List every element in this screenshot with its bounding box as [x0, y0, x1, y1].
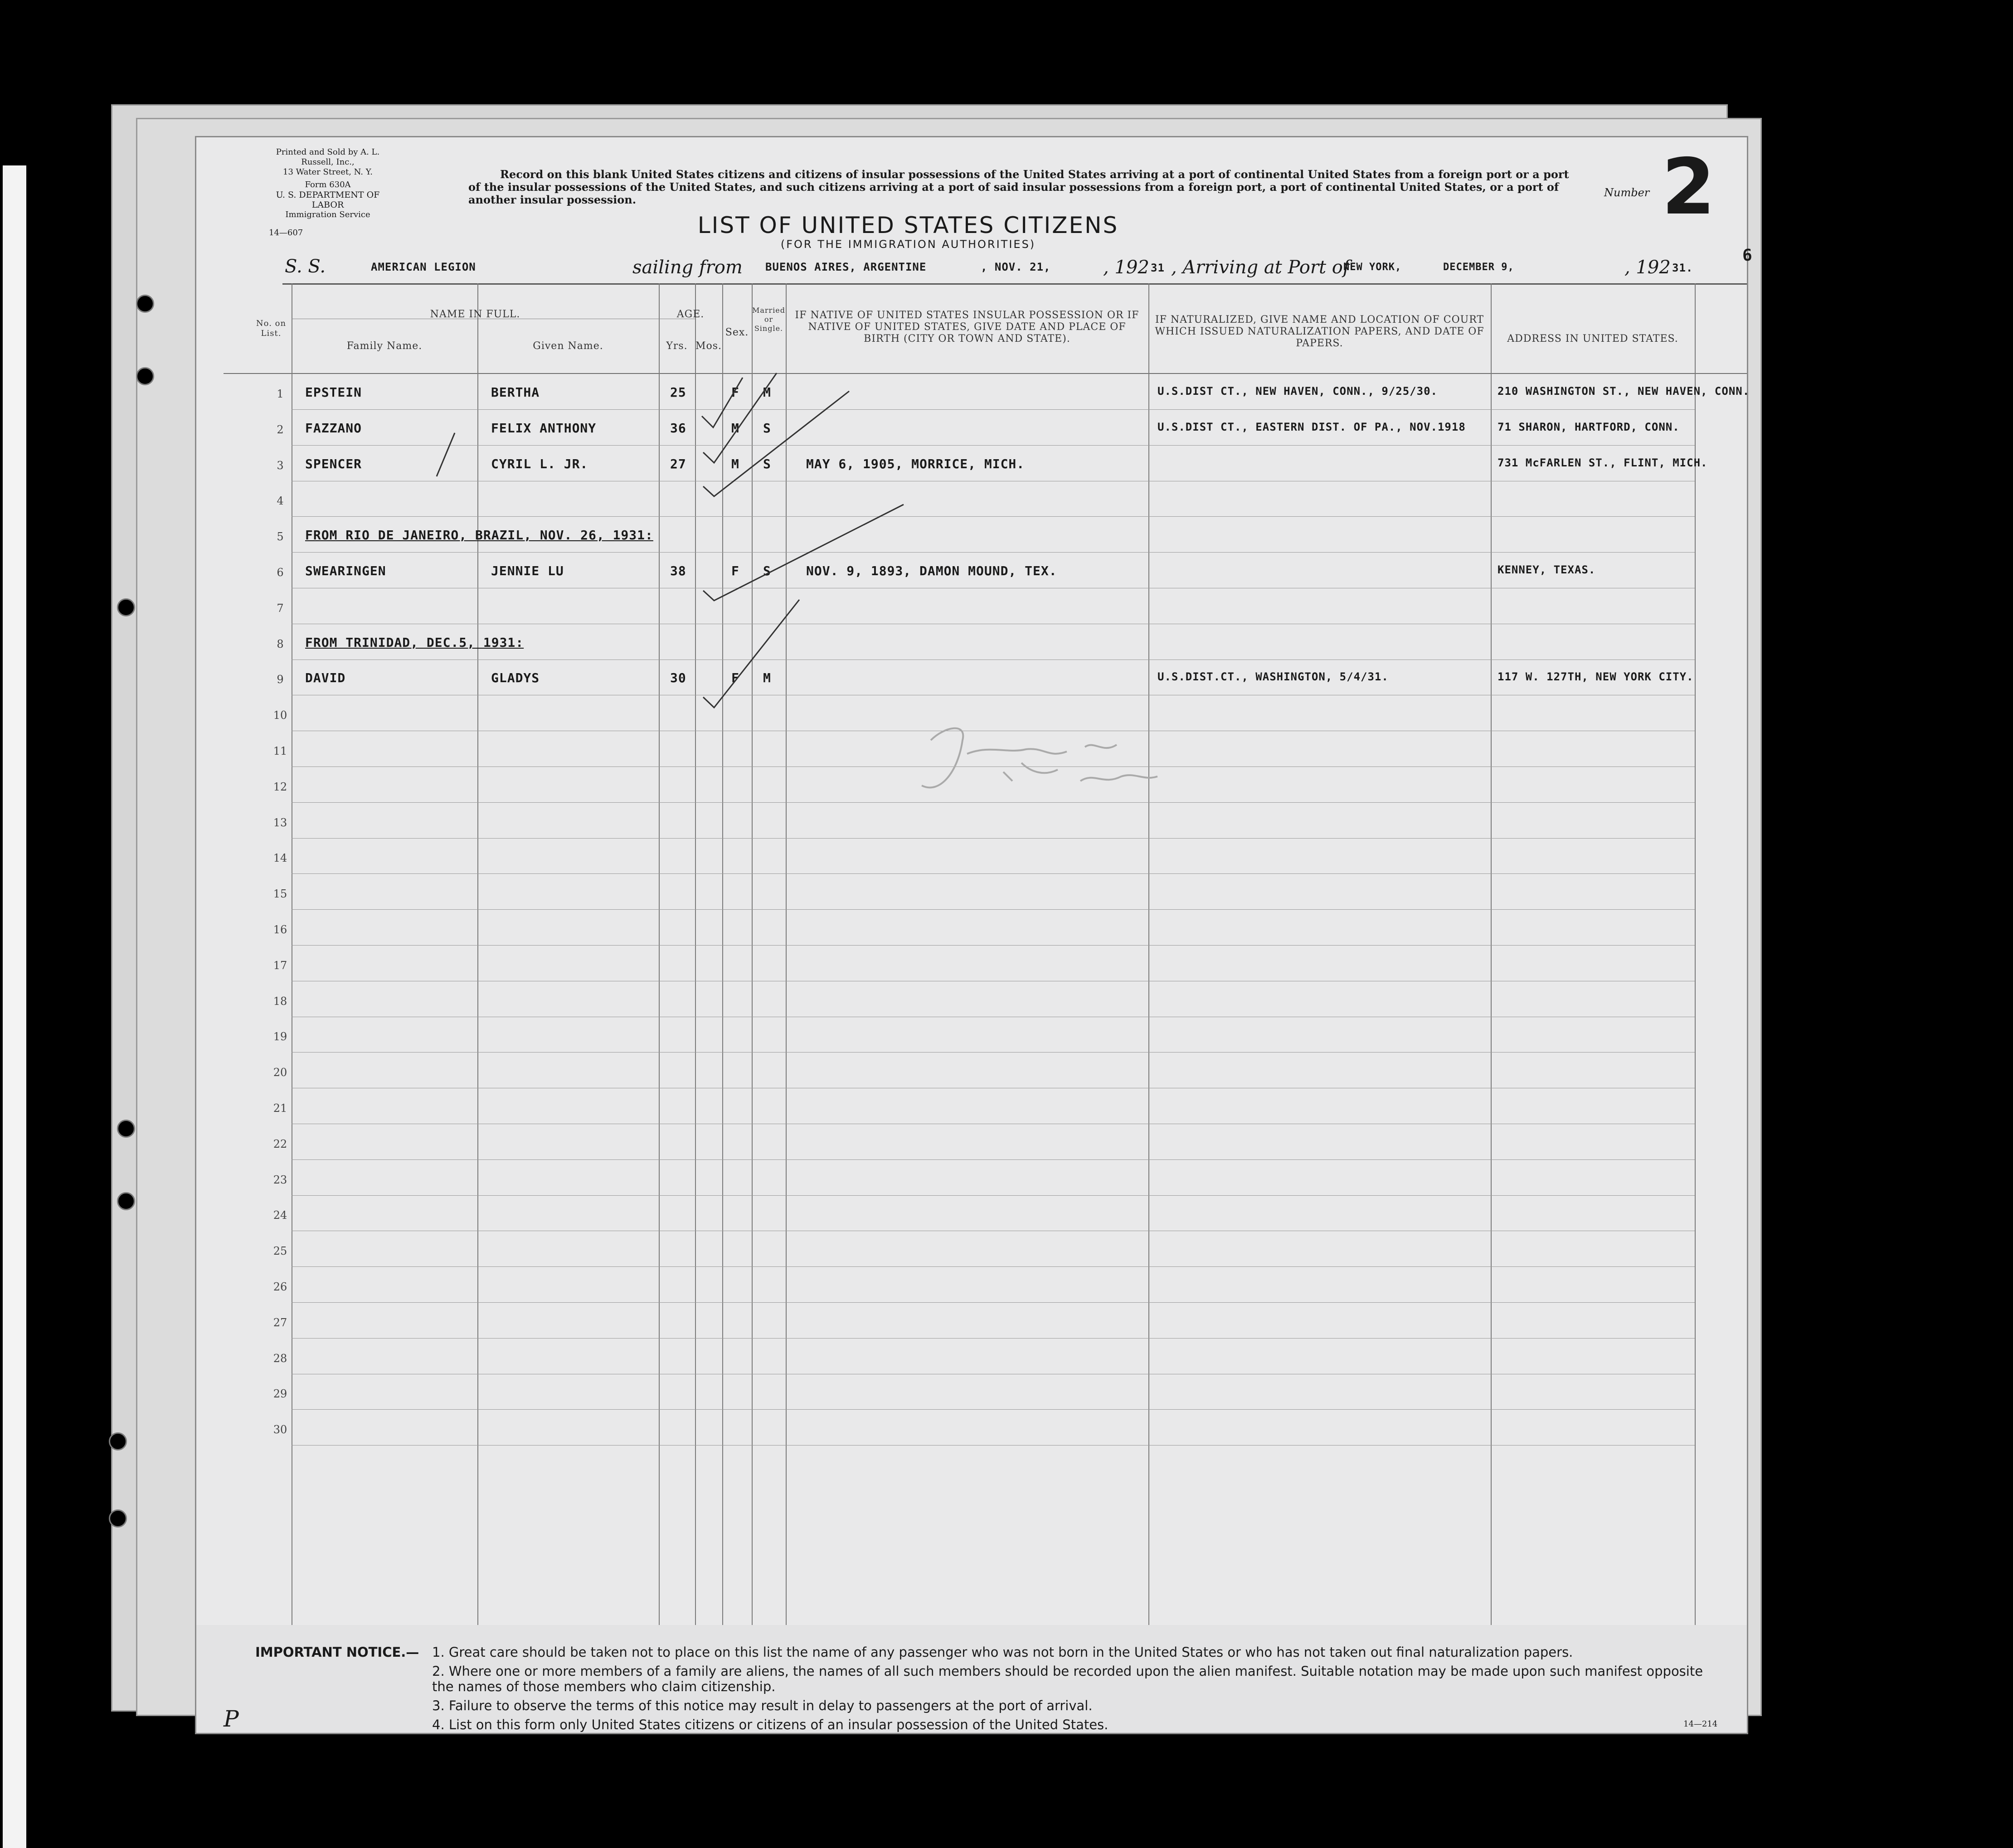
birth-place-cell: MAY 6, 1905, MORRICE, MICH. [806, 456, 1025, 471]
header-yrs: Yrs. [666, 340, 688, 352]
sailing-label: sailing from [632, 257, 743, 278]
row-number: 13 [273, 816, 287, 829]
given-name-cell: JENNIE LU [491, 563, 564, 578]
notice-item: 2. Where one or more members of a family are aliens, the names of all such members should be recorded upon the alien manifest. Suitable notation may be made upon such manifest opposite the names of those members who claim citizenship. [432, 1664, 1703, 1694]
header-age: AGE. [676, 309, 705, 320]
form-number: Form 630A [305, 180, 351, 189]
sex-cell: F [731, 385, 739, 400]
check-mark [703, 504, 904, 601]
given-name-cell: FELIX ANTHONY [491, 421, 597, 436]
year-prefix: , 192 [1103, 257, 1149, 278]
arrival-port: NEW YORK, [1343, 262, 1402, 273]
sex-cell: F [731, 563, 739, 578]
row-number: 12 [273, 781, 287, 793]
manifest-page [195, 136, 1753, 1734]
page-subtitle: (FOR THE IMMIGRATION AUTHORITIES) [780, 238, 1036, 251]
row-number: 16 [273, 923, 287, 936]
header-given-name: Given Name. [533, 340, 603, 352]
row-number: 20 [273, 1066, 287, 1079]
binder-hole [109, 1432, 127, 1450]
check-mark [703, 373, 777, 463]
row-number: 18 [273, 995, 287, 1008]
row-number: 22 [273, 1138, 287, 1150]
family-name-cell: SPENCER [305, 456, 362, 471]
year-value: 31 [1151, 262, 1165, 274]
notice-item: 4. List on this form only United States citizens or citizens of an insular possession of the United States. [432, 1717, 1109, 1732]
row-number: 2 [277, 423, 284, 436]
header-married-single: Married or Single. [752, 306, 786, 333]
row-number: 26 [273, 1281, 287, 1293]
instructions-text: Record on this blank United States citizens and citizens of insular possessions of the United States arriving at a port of continental United States from a foreign port or a port of the insular possessions of the United States, and such citizens arriving at a port of said insular possessions from a foreign port, a port of continental United States, or a port of another insular possession. [468, 168, 1569, 206]
row-number: 4 [277, 495, 284, 507]
birth-place-cell: NOV. 9, 1893, DAMON MOUND, TEX. [806, 563, 1057, 578]
notice-heading: IMPORTANT NOTICE.— [255, 1644, 419, 1660]
family-name-cell: SWEARINGEN [305, 563, 386, 578]
ditto-stroke [437, 433, 455, 476]
binder-hole [136, 367, 154, 385]
corner-mark: 6 [1742, 246, 1753, 265]
naturalization-court-cell: U.S.DIST CT., EASTERN DIST. OF PA., NOV.1918 [1157, 421, 1466, 433]
number-label: Number [1604, 186, 1650, 199]
sex-cell: M [731, 421, 739, 436]
header-naturalization: IF NATURALIZED, GIVE NAME AND LOCATION OF COURT WHICH ISSUED NATURALIZATION PAPERS, AND DATE OF PAPERS. [1155, 314, 1484, 349]
age-years-cell: 30 [670, 670, 686, 685]
row-number: 30 [273, 1423, 287, 1436]
printer-line: 13 Water Street, N. Y. [283, 167, 373, 177]
given-name-cell: BERTHA [491, 385, 540, 400]
address-cell: 210 WASHINGTON ST., NEW HAVEN, CONN. [1498, 385, 1750, 398]
printer-code: 14—607 [269, 228, 303, 238]
marital-status-cell: M [763, 385, 771, 400]
header-birth: IF NATIVE OF UNITED STATES INSULAR POSSESSION OR IF NATIVE OF UNITED STATES, GIVE DATE AND PLACE OF BIRTH (CITY OR TOWN AND STATE). [795, 310, 1139, 344]
binder-hole [117, 1120, 135, 1138]
binder-hole [117, 598, 135, 616]
row-number: 3 [277, 459, 284, 472]
check-mark [703, 600, 799, 708]
sex-cell: F [731, 670, 739, 685]
marital-status-cell: S [763, 563, 771, 578]
section-heading: FROM RIO DE JANEIRO, BRAZIL, NOV. 26, 1931: [305, 528, 653, 543]
given-name-cell: CYRIL L. JR. [491, 456, 588, 471]
arriving-label: , Arriving at Port of [1171, 257, 1350, 278]
row-number: 1 [277, 388, 284, 400]
notice-list [432, 1644, 1720, 1732]
row-number: 7 [277, 602, 284, 615]
marital-status-cell: S [763, 456, 771, 471]
notice-item: 1. Great care should be taken not to place on this list the name of any passenger who was not born in the United States or who has not taken out final naturalization papers. [432, 1644, 1573, 1660]
printer-line: Printed and Sold by A. L. Russell, Inc., [276, 147, 380, 167]
row-number: 5 [277, 530, 284, 543]
given-name-cell: GLADYS [491, 670, 540, 685]
header-no: No. on List. [256, 319, 287, 338]
number-value: 2 [1662, 142, 1716, 232]
binder-hole [109, 1509, 127, 1528]
family-name-cell: FAZZANO [305, 421, 362, 436]
arrival-date: DECEMBER 9, [1443, 262, 1514, 273]
notice-form-code: 14—214 [1683, 1719, 1718, 1729]
row-number: 25 [273, 1245, 287, 1257]
row-number: 29 [273, 1387, 287, 1400]
signature-scribble [922, 728, 1157, 788]
corner-letter: P [224, 1706, 239, 1732]
page-title: LIST OF UNITED STATES CITIZENS [697, 212, 1119, 238]
check-mark [702, 378, 743, 427]
header-mos: Mos. [695, 340, 722, 352]
row-number: 27 [273, 1316, 287, 1329]
header-family-name: Family Name. [346, 340, 423, 352]
row-number: 14 [273, 852, 287, 864]
year-value-2: 31. [1672, 262, 1693, 274]
family-name-cell: DAVID [305, 670, 346, 685]
address-cell: 731 McFARLEN ST., FLINT, MICH. [1498, 456, 1708, 469]
row-number: 10 [273, 709, 287, 722]
row-number: 17 [273, 959, 287, 972]
address-cell: KENNEY, TEXAS. [1498, 563, 1596, 576]
marital-status-cell: M [763, 670, 771, 685]
marital-status-cell: S [763, 421, 771, 436]
age-years-cell: 25 [670, 385, 686, 400]
address-cell: 117 W. 127TH, NEW YORK CITY. [1498, 670, 1694, 683]
row-number: 28 [273, 1352, 287, 1365]
row-number: 8 [277, 638, 284, 650]
service: Immigration Service [285, 210, 370, 219]
department: U. S. DEPARTMENT OF LABOR [276, 190, 380, 210]
naturalization-court-cell: U.S.DIST CT., NEW HAVEN, CONN., 9/25/30. [1157, 385, 1438, 398]
binder-hole [136, 295, 154, 313]
row-number: 23 [273, 1174, 287, 1186]
ship-name: AMERICAN LEGION [371, 261, 476, 273]
header-name-in-full: NAME IN FULL. [430, 309, 520, 320]
family-name-cell: EPSTEIN [305, 385, 362, 400]
row-number: 11 [273, 745, 287, 757]
handwritten-marks [196, 137, 1747, 1733]
departure-date: , NOV. 21, [981, 261, 1051, 273]
address-cell: 71 SHARON, HARTFORD, CONN. [1498, 421, 1680, 433]
age-years-cell: 27 [670, 456, 686, 471]
header-sex: Sex. [725, 327, 749, 338]
row-number: 21 [273, 1102, 287, 1115]
film-edge-strip [3, 165, 26, 1848]
row-number: 19 [273, 1030, 287, 1043]
row-number: 6 [277, 566, 284, 579]
age-years-cell: 38 [670, 563, 686, 578]
row-number: 15 [273, 888, 287, 900]
ss-label: S. S. [285, 256, 326, 277]
row-number: 24 [273, 1209, 287, 1222]
notice-item: 3. Failure to observe the terms of this notice may result in delay to passengers at the port of arrival. [432, 1698, 1093, 1713]
row-number: 9 [277, 673, 284, 686]
age-years-cell: 36 [670, 421, 686, 436]
year-prefix-2: , 192 [1624, 257, 1671, 278]
naturalization-court-cell: U.S.DIST.CT., WASHINGTON, 5/4/31. [1157, 670, 1389, 683]
binder-hole [117, 1192, 135, 1210]
departure-port: BUENOS AIRES, ARGENTINE [765, 261, 927, 273]
sex-cell: M [731, 456, 739, 471]
header-address: ADDRESS IN UNITED STATES. [1507, 333, 1678, 344]
section-heading: FROM TRINIDAD, DEC.5, 1931: [305, 635, 524, 650]
